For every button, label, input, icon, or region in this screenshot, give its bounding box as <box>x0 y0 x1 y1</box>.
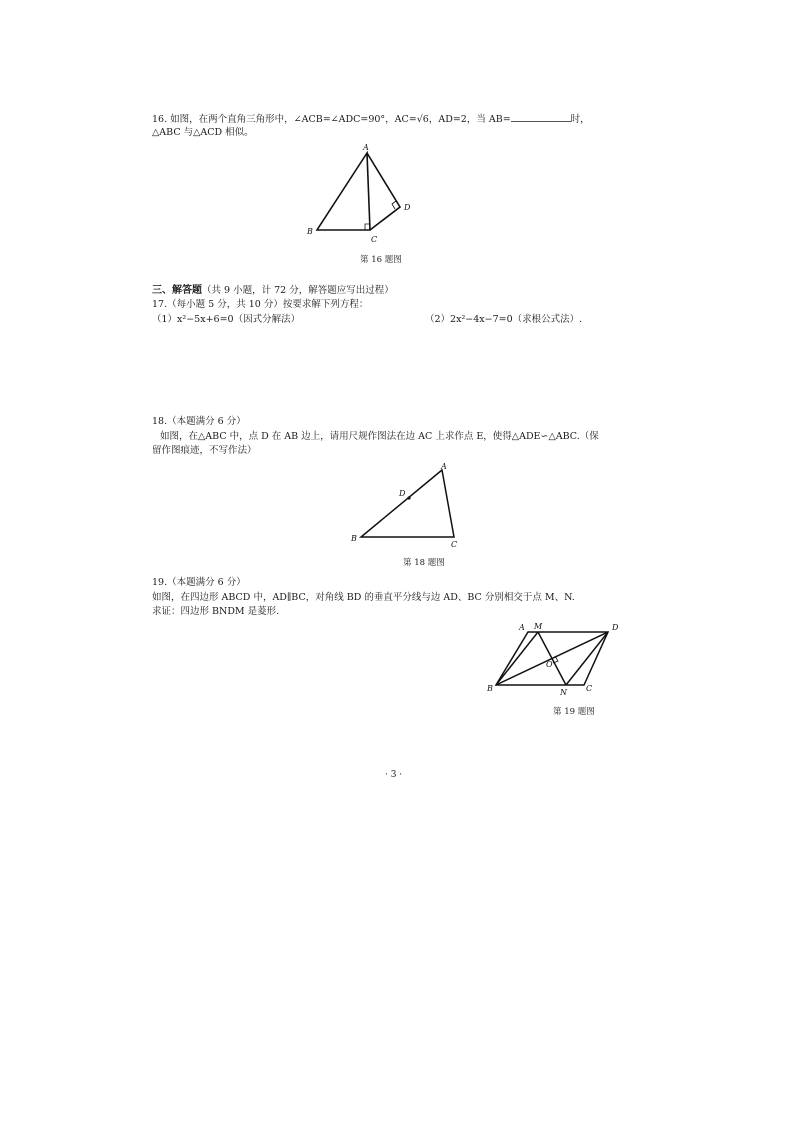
q19-caption: 第 19 题图 <box>553 707 595 717</box>
q17-part1: （1）x²−5x+6=0（因式分解法） <box>152 314 301 325</box>
q18-header: 18.（本题满分 6 分） <box>152 416 246 427</box>
q16-label-d: D <box>404 203 411 212</box>
q19-line2: 求证：四边形 BNDM 是菱形. <box>152 606 280 617</box>
section3-heading <box>152 284 394 297</box>
q19-segment-mn <box>538 632 566 685</box>
q18-label-c: C <box>451 540 458 549</box>
q19-label-a: A <box>519 623 525 632</box>
q16-line1 <box>152 112 590 126</box>
q19-label-m: M <box>534 622 543 631</box>
q19-label-n: N <box>560 688 567 697</box>
q18-label-b: B <box>351 534 357 543</box>
q16-triangle-acd <box>367 153 400 230</box>
q16-answer-blank[interactable] <box>511 112 571 122</box>
q16-text-a: 16. 如图，在两个直角三角形中，∠ACB=∠ADC=90°，AC=√6，AD=2，当 AB= <box>152 114 511 125</box>
q16-caption: 第 16 题图 <box>360 255 402 265</box>
q16-label-c: C <box>371 235 378 244</box>
q18-caption: 第 18 题图 <box>403 558 445 568</box>
q19-figure <box>486 620 626 700</box>
q18-label-d: D <box>399 489 406 498</box>
q16-figure <box>300 143 430 248</box>
q18-line2: 留作图痕迹，不写作法） <box>152 445 257 456</box>
section3-title: 三、解答题 <box>152 285 202 296</box>
q18-line1: 如图，在△ABC 中，点 D 在 AB 边上，请用尺规作图法在边 AC 上求作点 E，使得△ADE∽△ABC.（保 <box>160 431 599 442</box>
q16-label-a: A <box>363 143 369 152</box>
q16-label-b: B <box>307 227 313 236</box>
q16-line2: △ABC 与△ACD 相似。 <box>152 127 254 138</box>
q16-triangle-abc <box>317 153 370 230</box>
q19-line1: 如图，在四边形 ABCD 中，AD∥BC，对角线 BD 的垂直平分线与边 AD、BC 分别相交于点 M、N. <box>152 592 575 603</box>
q17-part2: （2）2x²−4x−7=0（求根公式法）. <box>425 314 583 325</box>
q19-label-b: B <box>487 684 493 693</box>
q18-figure <box>345 460 475 550</box>
q18-triangle-abc <box>361 470 454 537</box>
q18-point-d <box>407 496 410 499</box>
q19-label-c: C <box>586 684 593 693</box>
q16-text-b: 时， <box>570 114 590 125</box>
q19-header: 19.（本题满分 6 分） <box>152 577 246 588</box>
q17-header: 17.（每小题 5 分，共 10 分）按要求解下列方程： <box>152 299 369 310</box>
q19-label-d: D <box>612 623 619 632</box>
q19-label-o: O <box>546 660 553 669</box>
q18-label-a: A <box>441 462 447 471</box>
section3-note: （共 9 小题，计 72 分，解答题应写出过程） <box>202 285 394 296</box>
page-number: · 3 · <box>385 770 403 780</box>
q19-segment-bm <box>496 632 538 685</box>
q16-right-angle-d <box>392 201 396 209</box>
